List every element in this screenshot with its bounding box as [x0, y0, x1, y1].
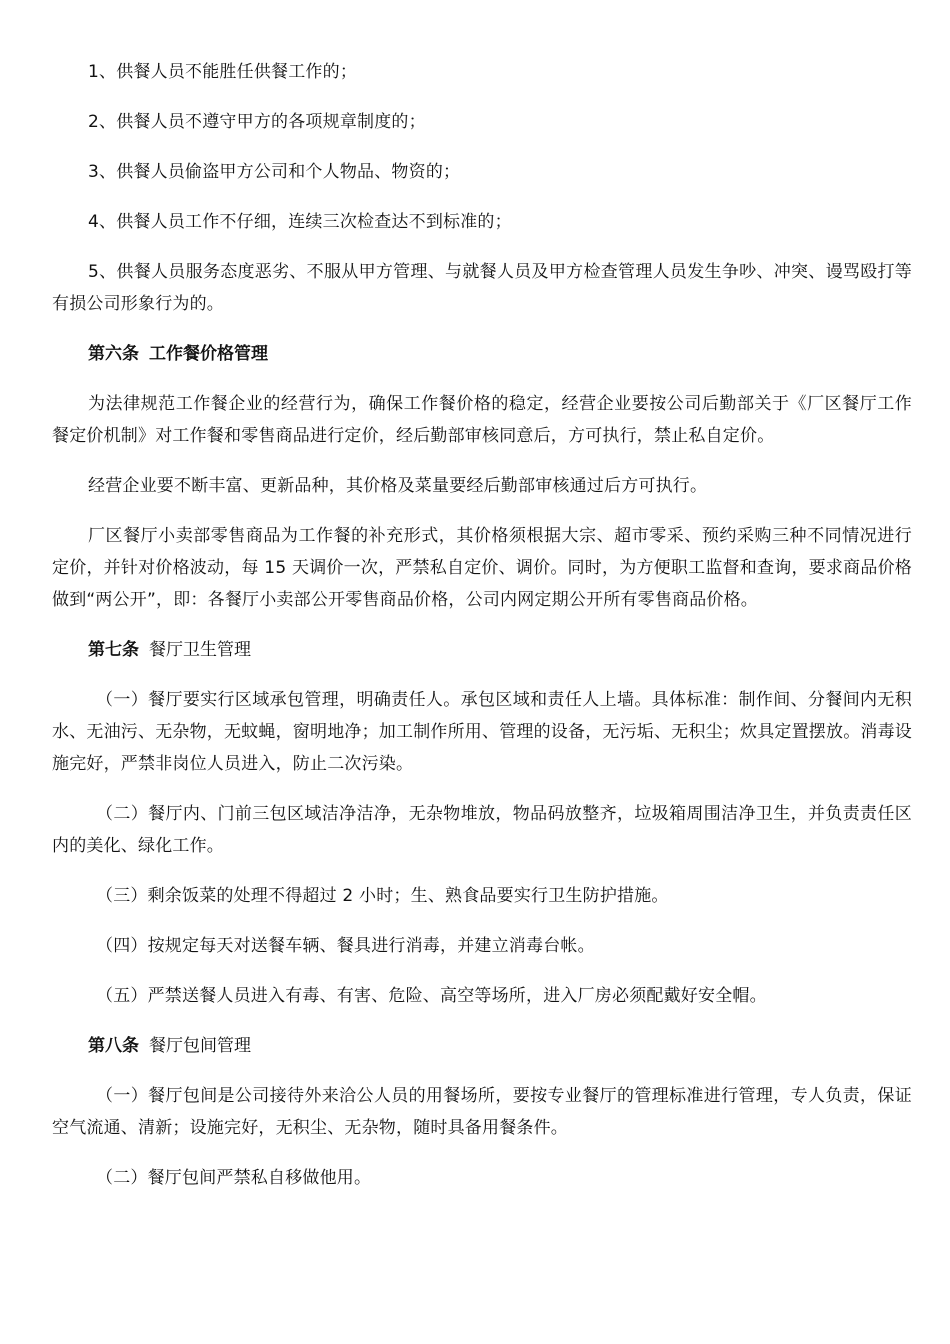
- article6-number: 第六条: [88, 344, 139, 364]
- article7-paragraph-3: （三）剩余饭菜的处理不得超过 2 小时；生、熟食品要实行卫生防护措施。: [96, 886, 669, 906]
- list-item-2: 2、供餐人员不遵守甲方的各项规章制度的；: [88, 112, 426, 132]
- article8-title: 餐厅包间管理: [149, 1036, 251, 1056]
- list-item-5: 5、供餐人员服务态度恶劣、不服从甲方管理、与就餐人员及甲方检查管理人员发生争吵、冲突、谩骂殴打等有损公司形象行为的。: [52, 262, 912, 314]
- article7-heading: [52, 634, 912, 666]
- list-item-1: 1、供餐人员不能胜任供餐工作的；: [88, 62, 358, 82]
- list-item-4: 4、供餐人员工作不仔细，连续三次检查达不到标准的；: [88, 212, 512, 232]
- article6-paragraph-3: 厂区餐厅小卖部零售商品为工作餐的补充形式，其价格须根据大宗、超市零采、预约采购三种不同情况进行定价，并针对价格波动，每 15 天调价一次，严禁私自定价、调价。同时，为方便职工监督和查询，要求商品价格做到“两公开”，即：各餐厅小卖部公开零售商品价格，公司内网定期公开所有零售商品价格。: [52, 526, 912, 610]
- article8-heading: [52, 1030, 912, 1062]
- article8-paragraph-1: （一）餐厅包间是公司接待外来洽公人员的用餐场所，要按专业餐厅的管理标准进行管理，专人负责，保证空气流通、清新；设施完好，无积尘、无杂物，随时具备用餐条件。: [52, 1086, 912, 1138]
- article7-paragraph-2: （二）餐厅内、门前三包区域洁净洁净，无杂物堆放，物品码放整齐，垃圾箱周围洁净卫生，并负责责任区内的美化、绿化工作。: [52, 804, 912, 856]
- article8-paragraph-2: （二）餐厅包间严禁私自移做他用。: [96, 1168, 372, 1188]
- document-page: [52, 56, 912, 1212]
- article6-paragraph-2: 经营企业要不断丰富、更新品种，其价格及菜量要经后勤部审核通过后方可执行。: [88, 476, 708, 496]
- article8-number: 第八条: [88, 1036, 139, 1056]
- article7-paragraph-4: （四）按规定每天对送餐车辆、餐具进行消毒，并建立消毒台帐。: [96, 936, 595, 956]
- article7-number: 第七条: [88, 640, 139, 660]
- list-item-3: 3、供餐人员偷盗甲方公司和个人物品、物资的；: [88, 162, 461, 182]
- article7-paragraph-5: （五）严禁送餐人员进入有毒、有害、危险、高空等场所，进入厂房必须配戴好安全帽。: [96, 986, 767, 1006]
- article6-heading: [52, 338, 912, 370]
- article7-title: 餐厅卫生管理: [149, 640, 251, 660]
- article6-paragraph-1: 为法律规范工作餐企业的经营行为，确保工作餐价格的稳定，经营企业要按公司后勤部关于《厂区餐厅工作餐定价机制》对工作餐和零售商品进行定价，经后勤部审核同意后，方可执行，禁止私自定价。: [52, 394, 912, 446]
- article7-paragraph-1: （一）餐厅要实行区域承包管理，明确责任人。承包区域和责任人上墙。具体标准：制作间、分餐间内无积水、无油污、无杂物，无蚊蝇，窗明地净；加工制作所用、管理的设备，无污垢、无积尘；炊具定置摆放。消毒设施完好，严禁非岗位人员进入，防止二次污染。: [52, 690, 912, 774]
- article6-title: 工作餐价格管理: [149, 344, 268, 364]
